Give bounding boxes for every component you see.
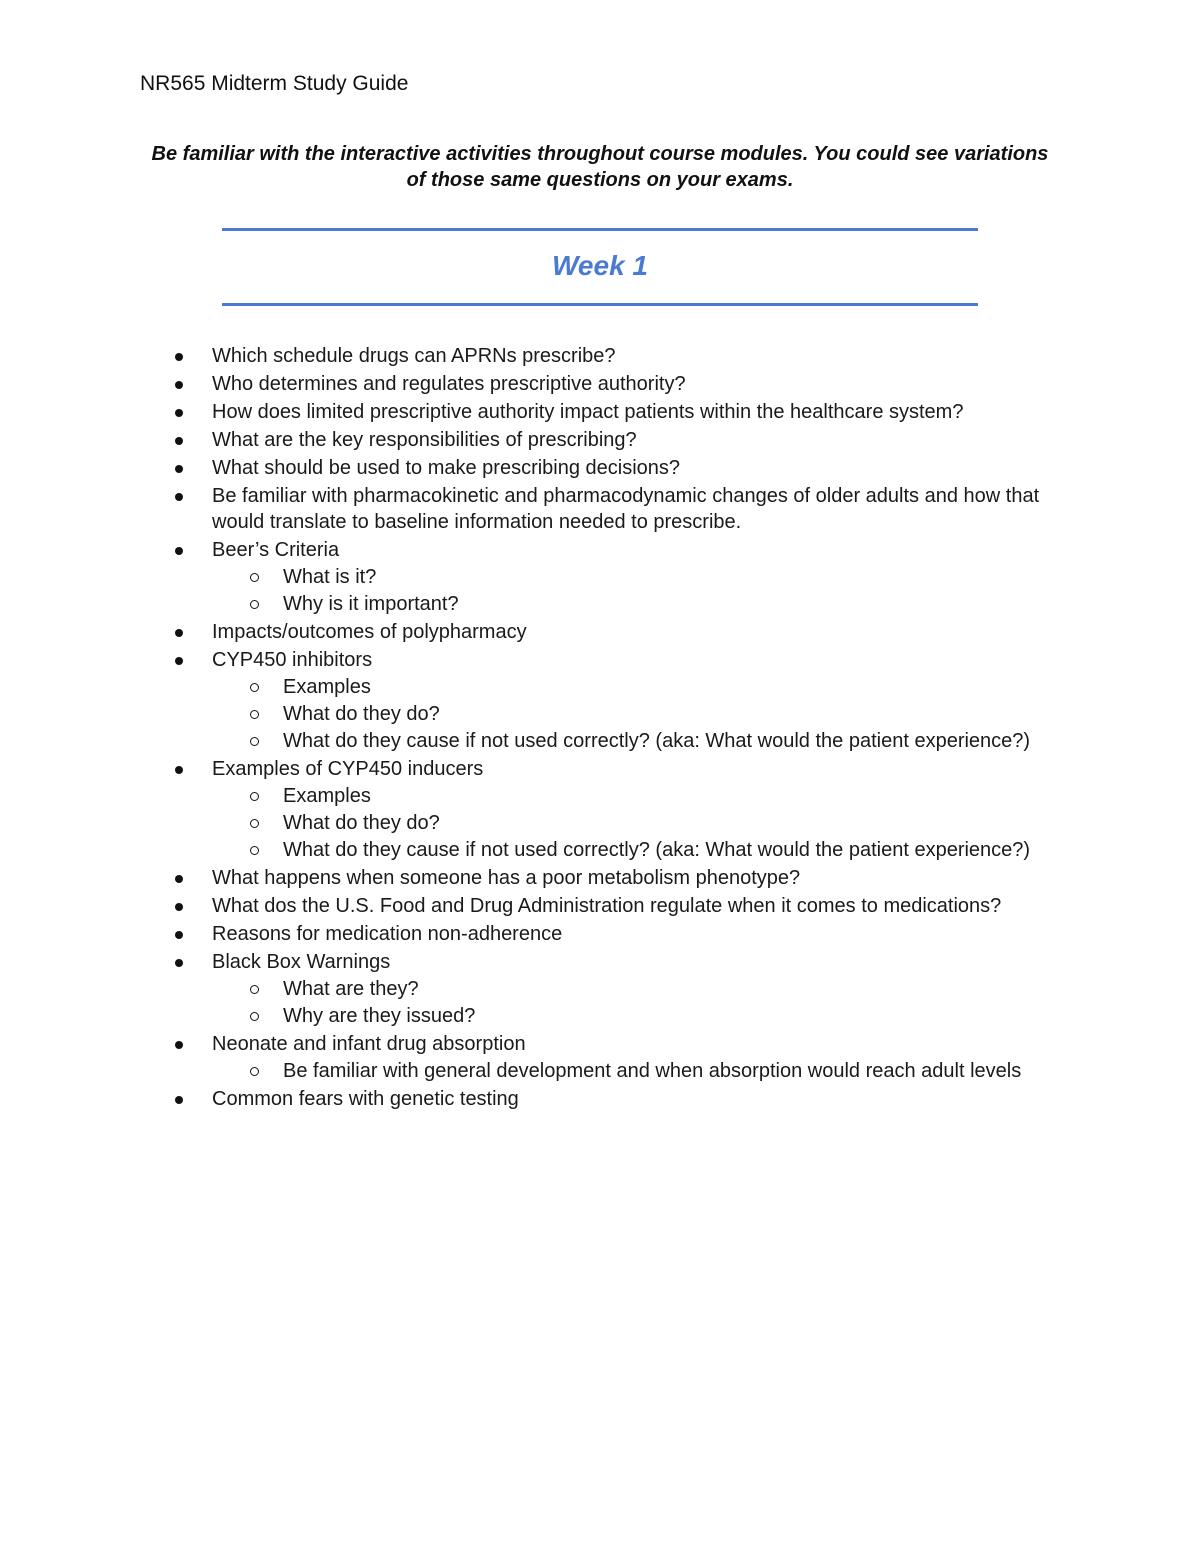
- list-item-text: What should be used to make prescribing decisions?: [212, 457, 681, 479]
- sub-list-item-text: What do they do?: [283, 703, 440, 725]
- list-item-text: Which schedule drugs can APRNs prescribe?: [212, 345, 616, 367]
- list-item-text: Examples of CYP450 inducers: [212, 758, 484, 780]
- bullet-icon: [175, 931, 183, 939]
- bullet-icon: [175, 903, 183, 911]
- sub-list-item: [0, 1058, 1050, 1084]
- sub-list-item-text: Be familiar with general development and when absorption would reach adult levels: [283, 1060, 1022, 1082]
- list-item: [0, 371, 1200, 397]
- sub-list-item: [0, 976, 1050, 1002]
- bullet-icon: [175, 409, 183, 417]
- list-item-text: What happens when someone has a poor metabolism phenotype?: [212, 867, 801, 889]
- exam-notice: Be familiar with the interactive activities throughout course modules. You could see variations of those same questions on your exams.: [151, 143, 1049, 191]
- hollow-bullet-icon: [250, 985, 259, 994]
- list-item-text: Who determines and regulates prescriptive authority?: [212, 373, 686, 395]
- list-item: [0, 455, 1200, 481]
- hollow-bullet-icon: [250, 737, 259, 746]
- hollow-bullet-icon: [250, 683, 259, 692]
- sub-list-item: [0, 564, 1050, 590]
- list-item: [0, 949, 1200, 1029]
- list-item-text: CYP450 inhibitors: [212, 649, 373, 671]
- bullet-icon: [175, 875, 183, 883]
- sub-list-item: [0, 591, 1050, 617]
- bullet-icon: [175, 381, 183, 389]
- list-item: [0, 647, 1200, 754]
- hollow-bullet-icon: [250, 846, 259, 855]
- sub-list-item-text: Examples: [283, 785, 371, 807]
- study-list-container: [0, 343, 1200, 1114]
- sub-list-item-text: What is it?: [283, 566, 377, 588]
- sub-list-item-text: What are they?: [283, 978, 419, 1000]
- list-item-text: Black Box Warnings: [212, 951, 391, 973]
- bullet-icon: [175, 1096, 183, 1104]
- bullet-icon: [175, 465, 183, 473]
- list-item: [0, 619, 1200, 645]
- sub-list: [212, 564, 1050, 617]
- list-item: [0, 343, 1200, 369]
- list-item-text: Neonate and infant drug absorption: [212, 1033, 526, 1055]
- bullet-icon: [175, 1041, 183, 1049]
- sub-list-item: [0, 701, 1050, 727]
- list-item-text: Impacts/outcomes of polypharmacy: [212, 621, 527, 643]
- sub-list-item: [0, 783, 1050, 809]
- sub-list-item: [0, 810, 1050, 836]
- list-item-text: Reasons for medication non-adherence: [212, 923, 563, 945]
- list-item-text: Common fears with genetic testing: [212, 1088, 519, 1110]
- sub-list-item-text: Why is it important?: [283, 593, 459, 615]
- list-item: [0, 893, 1200, 919]
- list-item-text: What are the key responsibilities of prescribing?: [212, 429, 637, 451]
- section-title: Week 1: [552, 250, 648, 281]
- bullet-icon: [175, 493, 183, 501]
- hollow-bullet-icon: [250, 573, 259, 582]
- list-item: [0, 1086, 1200, 1112]
- list-item: [0, 921, 1200, 947]
- bullet-icon: [175, 959, 183, 967]
- section-divider-bottom: [222, 303, 978, 306]
- hollow-bullet-icon: [250, 600, 259, 609]
- list-item-text: What dos the U.S. Food and Drug Administration regulate when it comes to medications?: [212, 895, 1002, 917]
- hollow-bullet-icon: [250, 710, 259, 719]
- sub-list: [212, 976, 1050, 1029]
- list-item: [0, 399, 1200, 425]
- bullet-icon: [175, 547, 183, 555]
- sub-list: [212, 674, 1050, 754]
- list-item: [0, 1031, 1200, 1084]
- list-item: [0, 865, 1200, 891]
- hollow-bullet-icon: [250, 1067, 259, 1076]
- hollow-bullet-icon: [250, 792, 259, 801]
- hollow-bullet-icon: [250, 1012, 259, 1021]
- sub-list-item-text: What do they do?: [283, 812, 440, 834]
- hollow-bullet-icon: [250, 819, 259, 828]
- sub-list-item: [0, 1003, 1050, 1029]
- list-item: [0, 756, 1200, 863]
- list-item: [0, 483, 1200, 535]
- sub-list-item: [0, 728, 1050, 754]
- list-item: [0, 427, 1200, 453]
- sub-list-item: [0, 837, 1050, 863]
- sub-list-item-text: Why are they issued?: [283, 1005, 476, 1027]
- bullet-icon: [175, 766, 183, 774]
- list-item-text: How does limited prescriptive authority impact patients within the healthcare system?: [212, 401, 964, 423]
- bullet-icon: [175, 629, 183, 637]
- list-item-text: Be familiar with pharmacokinetic and pharmacodynamic changes of older adults and how that would translate to baseline information needed to prescribe.: [212, 485, 1040, 533]
- sub-list-item-text: Examples: [283, 676, 371, 698]
- bullet-icon: [175, 657, 183, 665]
- sub-list: [212, 783, 1050, 863]
- sub-list-item-text: What do they cause if not used correctly? (aka: What would the patient experience?): [283, 730, 1031, 752]
- sub-list: [212, 1058, 1050, 1084]
- document-header: NR565 Midterm Study Guide: [140, 72, 409, 95]
- sub-list-item-text: What do they cause if not used correctly? (aka: What would the patient experience?): [283, 839, 1031, 861]
- section-divider-top: [222, 228, 978, 231]
- list-item: [0, 537, 1200, 617]
- sub-list-item: [0, 674, 1050, 700]
- list-item-text: Beer’s Criteria: [212, 539, 340, 561]
- study-list: [0, 343, 1200, 1112]
- bullet-icon: [175, 353, 183, 361]
- bullet-icon: [175, 437, 183, 445]
